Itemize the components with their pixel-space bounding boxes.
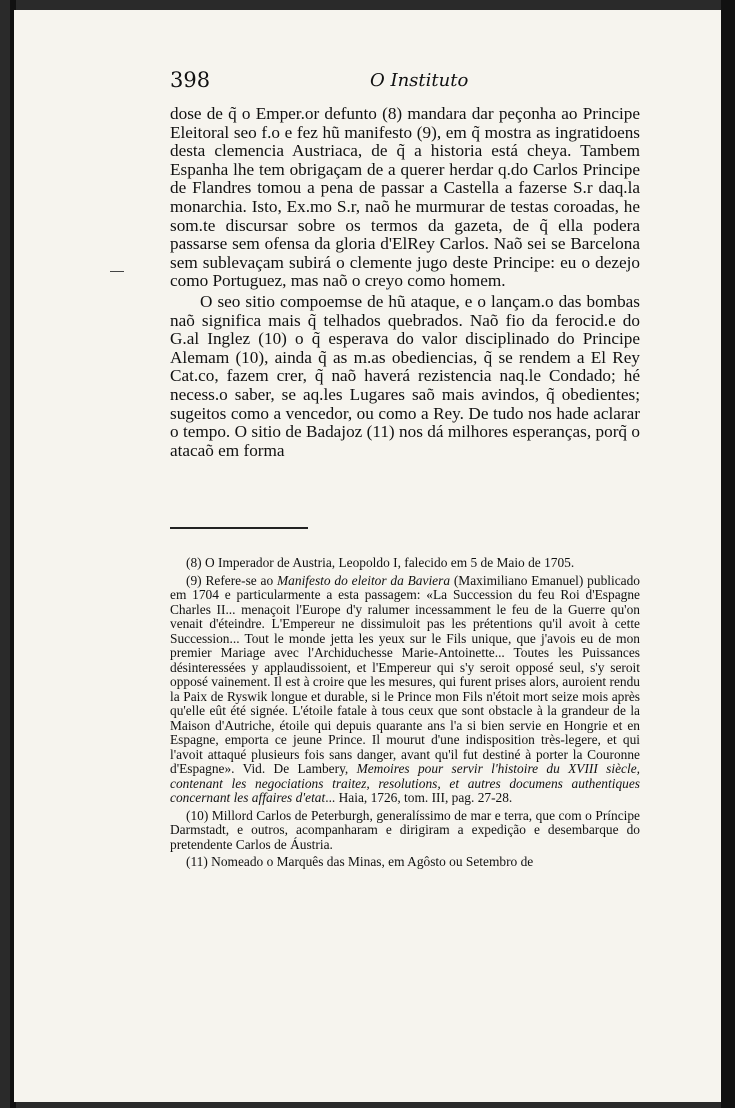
page-header <box>170 68 640 92</box>
footnote-9-intro: (9) Refere-se ao <box>186 572 274 588</box>
margin-mark <box>110 271 124 272</box>
footnote-9-citation: ... Haia, 1726, tom. III, pag. 27-28. <box>325 790 513 805</box>
footnote-10: (10) Millord Carlos de Peterburgh, generalíssimo de mar e terra, que com o Príncipe Darmstadt, e outros, acompanharam e dirigiram a expedição e desembarque do pretendente Carlos de Áustria. <box>170 807 640 852</box>
footnotes <box>170 556 640 873</box>
paragraph-1: dose de q̃ o Emper.or defunto (8) mandara dar peçonha ao Principe Eleitoral seo f.o e fez hũ manifesto (9), em q̃ mostra as ingratidoens desta clemencia Austriaca, de q̃ a historia está cheya. Tambem Espanha lhe tem obrigaçam de a querer herdar q.do Carlos Principe de Flandres tomou a pena de passar a Castella a fazerse S.r daq.la monarchia. Isto, Ex.mo S.r, naõ he murmurar de testas coroadas, he som.te discursar sobre os termos da gazeta, de q̃ ella podera passarse sem ofensa da gloria d'ElRey Carlos. Naõ sei se Barcelona sem sublevaçam subirá o clemente jugo deste Principe: eu o dezejo como Portuguez, mas naõ o creyo como homem. <box>170 104 640 291</box>
running-title: O Instituto <box>370 70 469 91</box>
footnote-9-title: Manifesto do eleitor da Baviera <box>277 572 451 588</box>
footnote-9-book-title: Memoires pour servir l'histoire du XVIII siècle, contenant les negociations traitez, resolutions, et autres documens authentiques concernant les affaires d'etat <box>170 761 640 805</box>
page-number: 398 <box>170 68 211 92</box>
footnote-8: (8) O Imperador de Austria, Leopoldo I, falecido em 5 de Maio de 1705. <box>186 555 575 570</box>
paragraph-2: O seo sitio compoemse de hũ ataque, e o lançam.o das bombas naõ significa mais q̃ telhados quebrados. Naõ fio da ferocid.e do G.al Inglez (10) o q̃ esperava do valor disciplinado do Principe Alemam (10), ainda q̃ as m.as obediencias, q̃ se rendem a El Rey Cat.co, fazem crer, q̃ naõ haverá rezistencia naq.le Condado; hé necess.o saber, se aq.les Lugares saõ mais avindos, q̃ obedientes; sugeitos como a vencedor, ou como a Rey. De tudo nos hade aclarar o tempo. O sitio de Badajoz (11) nos dá milhores esperanças, porq̃ o atacaõ em forma <box>170 291 640 460</box>
footnote-9 <box>170 574 640 806</box>
footnote-11: (11) Nomeado o Marquês das Minas, em Agôsto ou Setembro de <box>186 854 534 869</box>
footnote-rule <box>170 527 308 529</box>
main-text <box>170 105 640 460</box>
footnote-9-quote: (Maximiliano Emanuel) publicado em 1704 e particularmente a esta passagem: «La Succession du feu Roi d'Espagne Charles II... menaçoit l'Europe d'y ralumer incessamment le feu de la Guerre qu'on venait d'éteindre. L'Empereur ne dissimuloit pas les prétentions qu'il avoit à cette Succession... Tout le monde jetta les yeux sur le Fils unique, que j'avois eu de mon premier Mariage avec l'Archiduchesse Marie-Antoinette... Toutes les Puissances désinteressées y applaudissoient, et l'Empereur qui s'y seroit opposé seul, s'y seroit opposé vainement. Il est à croire que les mesures, qui furent prises alors, auroient rendu la Paix de Ryswik longue et durable, si le Prince mon Fils n'étoit mort seize mois après qu'elle eût été signée. L'étoile fatale à tous ceux que sont obstacle à la grandeur de la Maison d'Autriche, étoile qui depuis quarante ans l'a si bien servie en Hongrie et en Espagne, emporta ce jeune Prince. Il mourut d'une indisposition très-legere, et qui l'avoit attaqué plusieurs fois sans danger, avant qu'il fut destiné à porter la Couronne d'Espagne». Vid. De Lambery, <box>170 572 640 776</box>
scan-edge-right <box>721 0 735 1108</box>
